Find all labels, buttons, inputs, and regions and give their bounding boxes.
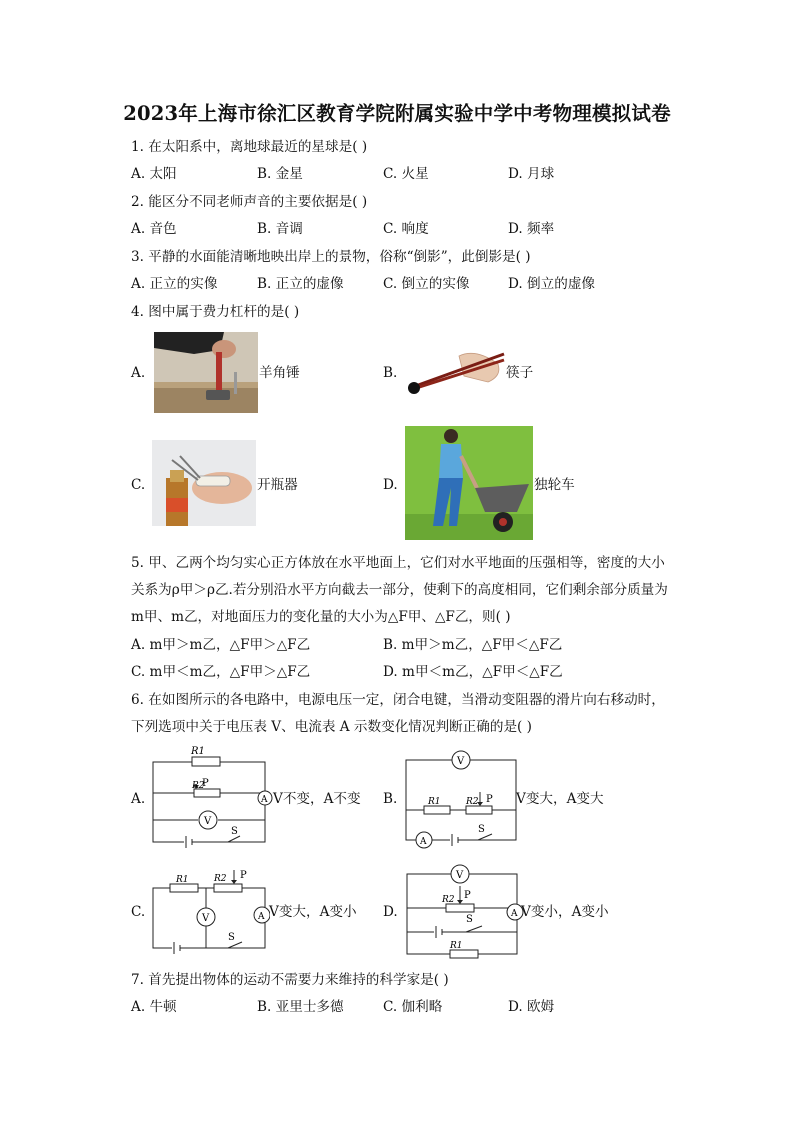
q7-option-b: B. 亚里士多德 bbox=[257, 999, 344, 1015]
r1-label: R1 bbox=[450, 941, 463, 951]
q4-option-c-letter: C. bbox=[131, 477, 146, 493]
q6-option-c-caption: V变大，A变小 bbox=[269, 904, 357, 920]
q6-option-c-letter: C. bbox=[131, 904, 146, 920]
slider-label: P bbox=[464, 890, 471, 901]
circuit-c-diagram bbox=[148, 866, 270, 954]
voltmeter-label: V bbox=[204, 816, 212, 827]
circuit-b-diagram bbox=[402, 746, 520, 852]
q1-option-d: D. 月球 bbox=[508, 166, 555, 182]
r2-label: R2 bbox=[466, 797, 479, 807]
q1-option-c: C. 火星 bbox=[383, 166, 429, 182]
q3-option-a: A. 正立的实像 bbox=[131, 276, 218, 292]
q7-option-c: C. 伽利略 bbox=[383, 999, 443, 1015]
ammeter-label: A bbox=[420, 837, 427, 847]
wheelbarrow-photo bbox=[405, 426, 533, 540]
switch-label: S bbox=[478, 824, 485, 835]
q5-option-c: C. m甲＜m乙，△F甲＞△F乙 bbox=[131, 664, 311, 680]
question-1-stem: 1. 在太阳系中，离地球最近的星球是( ) bbox=[131, 139, 368, 155]
circuit-d-diagram bbox=[402, 862, 524, 962]
switch-label: S bbox=[231, 826, 238, 837]
switch-label: S bbox=[228, 932, 235, 943]
q3-option-d: D. 倒立的虚像 bbox=[508, 276, 596, 292]
ammeter-label: A bbox=[261, 795, 268, 805]
slider-label: P bbox=[202, 778, 209, 789]
voltmeter-label: V bbox=[202, 913, 210, 924]
q2-option-a: A. 音色 bbox=[131, 221, 177, 237]
q4-option-a-caption: 羊角锤 bbox=[259, 365, 300, 381]
q2-option-d: D. 频率 bbox=[508, 221, 555, 237]
voltmeter-label: V bbox=[457, 756, 465, 767]
circuit-a-diagram bbox=[148, 742, 278, 850]
hammer-photo bbox=[154, 332, 258, 413]
q3-option-c: C. 倒立的实像 bbox=[383, 276, 470, 292]
q4-option-d-letter: D. bbox=[383, 477, 398, 493]
question-5-stem-line-3: m甲、m乙，对地面压力的变化量的大小为△F甲、△F乙，则( ) bbox=[131, 609, 511, 625]
q2-option-b: B. 音调 bbox=[257, 221, 303, 237]
voltmeter-label: V bbox=[456, 870, 464, 881]
slider-label: P bbox=[240, 870, 247, 881]
question-6-stem-line-2: 下列选项中关于电压表 V、电流表 A 示数变化情况判断正确的是( ) bbox=[131, 719, 532, 735]
slider-label: P bbox=[486, 794, 493, 805]
q7-option-a: A. 牛顿 bbox=[131, 999, 177, 1015]
q1-option-a: A. 太阳 bbox=[131, 166, 177, 182]
q6-option-a-letter: A. bbox=[131, 791, 146, 807]
q5-option-d: D. m甲＜m乙，△F甲＜△F乙 bbox=[383, 664, 563, 680]
r2-label: R2 bbox=[214, 874, 227, 884]
r2-label: R2 bbox=[442, 895, 455, 905]
q2-option-c: C. 响度 bbox=[383, 221, 429, 237]
switch-label: S bbox=[466, 914, 473, 925]
q4-option-c-caption: 开瓶器 bbox=[257, 477, 298, 493]
question-5-stem-line-1: 5. 甲、乙两个均匀实心正方体放在水平地面上，它们对水平地面的压强相等，密度的大小 bbox=[131, 555, 665, 571]
ammeter-label: A bbox=[258, 912, 265, 922]
q4-option-d-caption: 独轮车 bbox=[534, 477, 575, 493]
question-4-stem: 4. 图中属于费力杠杆的是( ) bbox=[131, 304, 300, 320]
q6-option-b-letter: B. bbox=[383, 791, 398, 807]
r1-label: R1 bbox=[428, 797, 441, 807]
page-title: 2023年上海市徐汇区教育学院附属实验中学中考物理模拟试卷 bbox=[123, 102, 671, 125]
r1-label: R1 bbox=[176, 875, 189, 885]
q6-option-b-caption: V变大，A变大 bbox=[516, 791, 604, 807]
q7-option-d: D. 欧姆 bbox=[508, 999, 555, 1015]
q6-option-d-caption: V变小，A变小 bbox=[521, 904, 609, 920]
ammeter-label: A bbox=[511, 909, 518, 919]
q4-option-b-caption: 筷子 bbox=[506, 365, 534, 381]
bottle-opener-photo bbox=[152, 440, 256, 526]
q4-option-b-letter: B. bbox=[383, 365, 398, 381]
chopsticks-photo bbox=[404, 346, 506, 398]
question-7-stem: 7. 首先提出物体的运动不需要力来维持的科学家是( ) bbox=[131, 972, 449, 988]
r2-label: R2 bbox=[192, 781, 205, 791]
question-5-stem-line-2: 关系为ρ甲＞ρ乙.若分别沿水平方向截去一部分，使剩下的高度相同，它们剩余部分质量为 bbox=[131, 582, 668, 598]
r1-label: R1 bbox=[191, 746, 205, 757]
q1-option-b: B. 金星 bbox=[257, 166, 303, 182]
q6-option-d-letter: D. bbox=[383, 904, 398, 920]
q4-option-a-letter: A. bbox=[131, 365, 146, 381]
question-3-stem: 3. 平静的水面能清晰地映出岸上的景物，俗称“倒影”，此倒影是( ) bbox=[131, 249, 531, 265]
q3-option-b: B. 正立的虚像 bbox=[257, 276, 344, 292]
q6-option-a-caption: V不变，A不变 bbox=[273, 791, 361, 807]
question-6-stem-line-1: 6. 在如图所示的各电路中，电源电压一定，闭合电键，当滑动变阻器的滑片向右移动时， bbox=[131, 692, 665, 708]
q5-option-b: B. m甲＞m乙，△F甲＜△F乙 bbox=[383, 637, 563, 653]
q5-option-a: A. m甲＞m乙，△F甲＞△F乙 bbox=[131, 637, 311, 653]
question-2-stem: 2. 能区分不同老师声音的主要依据是( ) bbox=[131, 194, 368, 210]
